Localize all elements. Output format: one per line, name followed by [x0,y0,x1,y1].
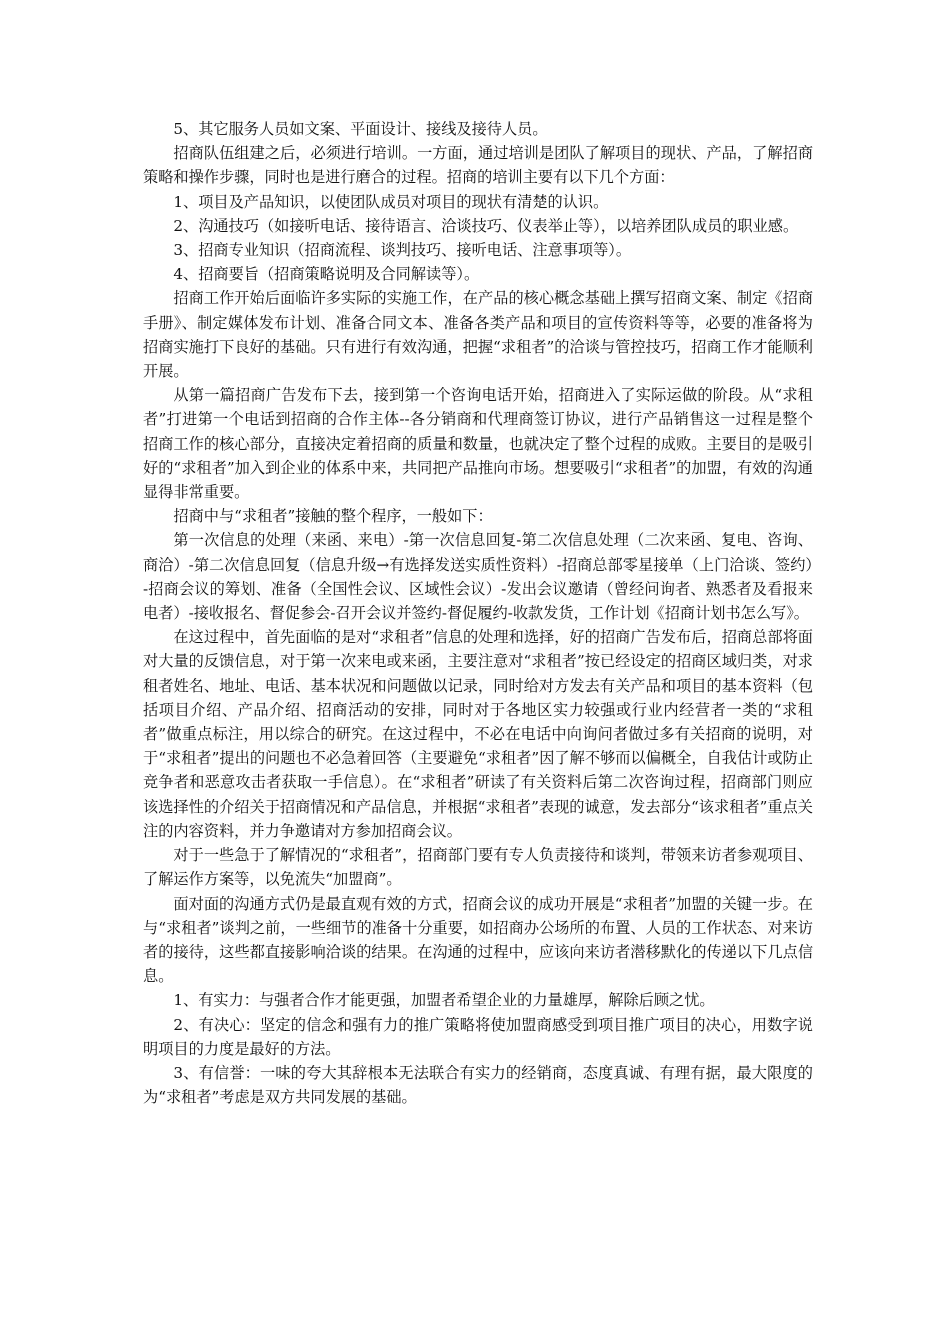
paragraph-implementation: 招商工作开始后面临许多实际的实施工作，在产品的核心概念基础上撰写招商文案、制定《招商手册》、制定媒体发布计划、准备合同文本、准备各类产品和项目的宣传资料等等，必要的准备将为招商实施打下良好的基础。只有进行有效沟通，把握“求租者”的洽谈与管控技巧，招商工作才能顺利开展。 [143,289,813,381]
paragraph-urgent-tenants: 对于一些急于了解情况的“求租者”，招商部门要有专人负责接待和谈判，带领来访者参观项目、了解运作方案等，以免流失“加盟商”。 [143,846,813,889]
paragraph-face-to-face: 面对面的沟通方式仍是最直观有效的方式，招商会议的成功开展是“求租者”加盟的关键一步。在与“求租者”谈判之前，一些细节的准备十分重要，如招商办公场所的布置、人员的工作状态、对来访者的接待，这些都直接影响洽谈的结果。在沟通的过程中，应该向来访者潜移默化的传递以下几点信息。 [143,894,813,986]
document-body [143,117,813,1109]
paragraph-operation-stage: 从第一篇招商广告发布下去，接到第一个咨询电话开始，招商进入了实际运做的阶段。从“求租者”打进第一个电话到招商的合作主体--各分销商和代理商签订协议，进行产品销售这一过程是整个招商工作的核心部分，直接决定着招商的质量和数量，也就决定了整个过程的成败。主要目的是吸引好的“求租者”加入到企业的体系中来，共同把产品推向市场。想要吸引“求租者”的加盟，有效的沟通显得非常重要。 [143,386,813,502]
paragraph-procedure-steps: 第一次信息的处理（来函、来电）-第一次信息回复-第二次信息处理（二次来函、复电、咨询、商洽）-第二次信息回复（信息升级→有选择发送实质性资料）-招商总部零星接单（上门洽谈、签约）-招商会议的筹划、准备（全国性会议、区域性会议）-发出会议邀请（曾经问询者、熟悉者及看报来电者）-接收报名、督促参会-召开会议并签约-督促履约-收款发货，工作计划《招商计划书怎么写》。 [143,531,813,623]
paragraph-training-item-3: 3、招商专业知识（招商流程、谈判技巧、接听电话、注意事项等）。 [173,241,632,260]
paragraph-point-credibility: 3、有信誉：一味的夸大其辞根本无法联合有实力的经销商，态度真诚、有理有据，最大限度的为“求租者”考虑是双方共同发展的基础。 [143,1063,813,1107]
paragraph-point-determination: 2、有决心：坚定的信念和强有力的推广策略将使加盟商感受到项目推广项目的决心，用数字说明项目的力度是最好的方法。 [143,1015,813,1058]
paragraph-info-handling: 在这过程中，首先面临的是对“求租者”信息的处理和选择，好的招商广告发布后，招商总部将面对大量的反馈信息，对于第一次来电或来函，主要注意对“求租者”按已经设定的招商区域归类，对求租者姓名、地址、电话、基本状况和问题做以记录，同时给对方发去有关产品和项目的基本资料（包括项目介绍、产品介绍、招商活动的安排，同时对于各地区实力较强或行业内经营者一类的“求租者”做重点标注，用以综合的研究。在这过程中，不必在电话中向询问者做过多有关招商的说明，对于“求租者”提出的问题也不必急着回答（主要避免“求租者”因了解不够而以偏概全，自我估计或防止竞争者和恶意攻击者获取一手信息）。在“求租者”研读了有关资料后第二次咨询过程，招商部门则应该选择性的介绍关于招商情况和产品信息，并根据“求租者”表现的诚意，发去部分“该求租者”重点关注的内容资料，并力争邀请对方参加招商会议。 [143,628,813,840]
paragraph-training-item-1: 1、项目及产品知识，以使团队成员对项目的现状有清楚的认识。 [173,192,609,211]
paragraph-point-strength: 1、有实力：与强者合作才能更强，加盟者希望企业的力量雄厚，解除后顾之忧。 [173,991,715,1010]
paragraph-training-item-2: 2、沟通技巧（如接听电话、接待语言、洽谈技巧、仪表举止等），以培养团队成员的职业感。 [173,216,799,235]
paragraph-training-intro: 招商队伍组建之后，必须进行培训。一方面，通过培训是团队了解项目的现状、产品，了解招商策略和操作步骤，同时也是进行磨合的过程。招商的培训主要有以下几个方面： [143,144,813,187]
paragraph-procedure-intro: 招商中与“求租者”接触的整个程序，一般如下： [173,507,493,526]
paragraph-training-item-4: 4、招商要旨（招商策略说明及合同解读等）。 [173,265,480,284]
paragraph-other-staff: 5、其它服务人员如文案、平面设计、接线及接待人员。 [173,120,548,138]
